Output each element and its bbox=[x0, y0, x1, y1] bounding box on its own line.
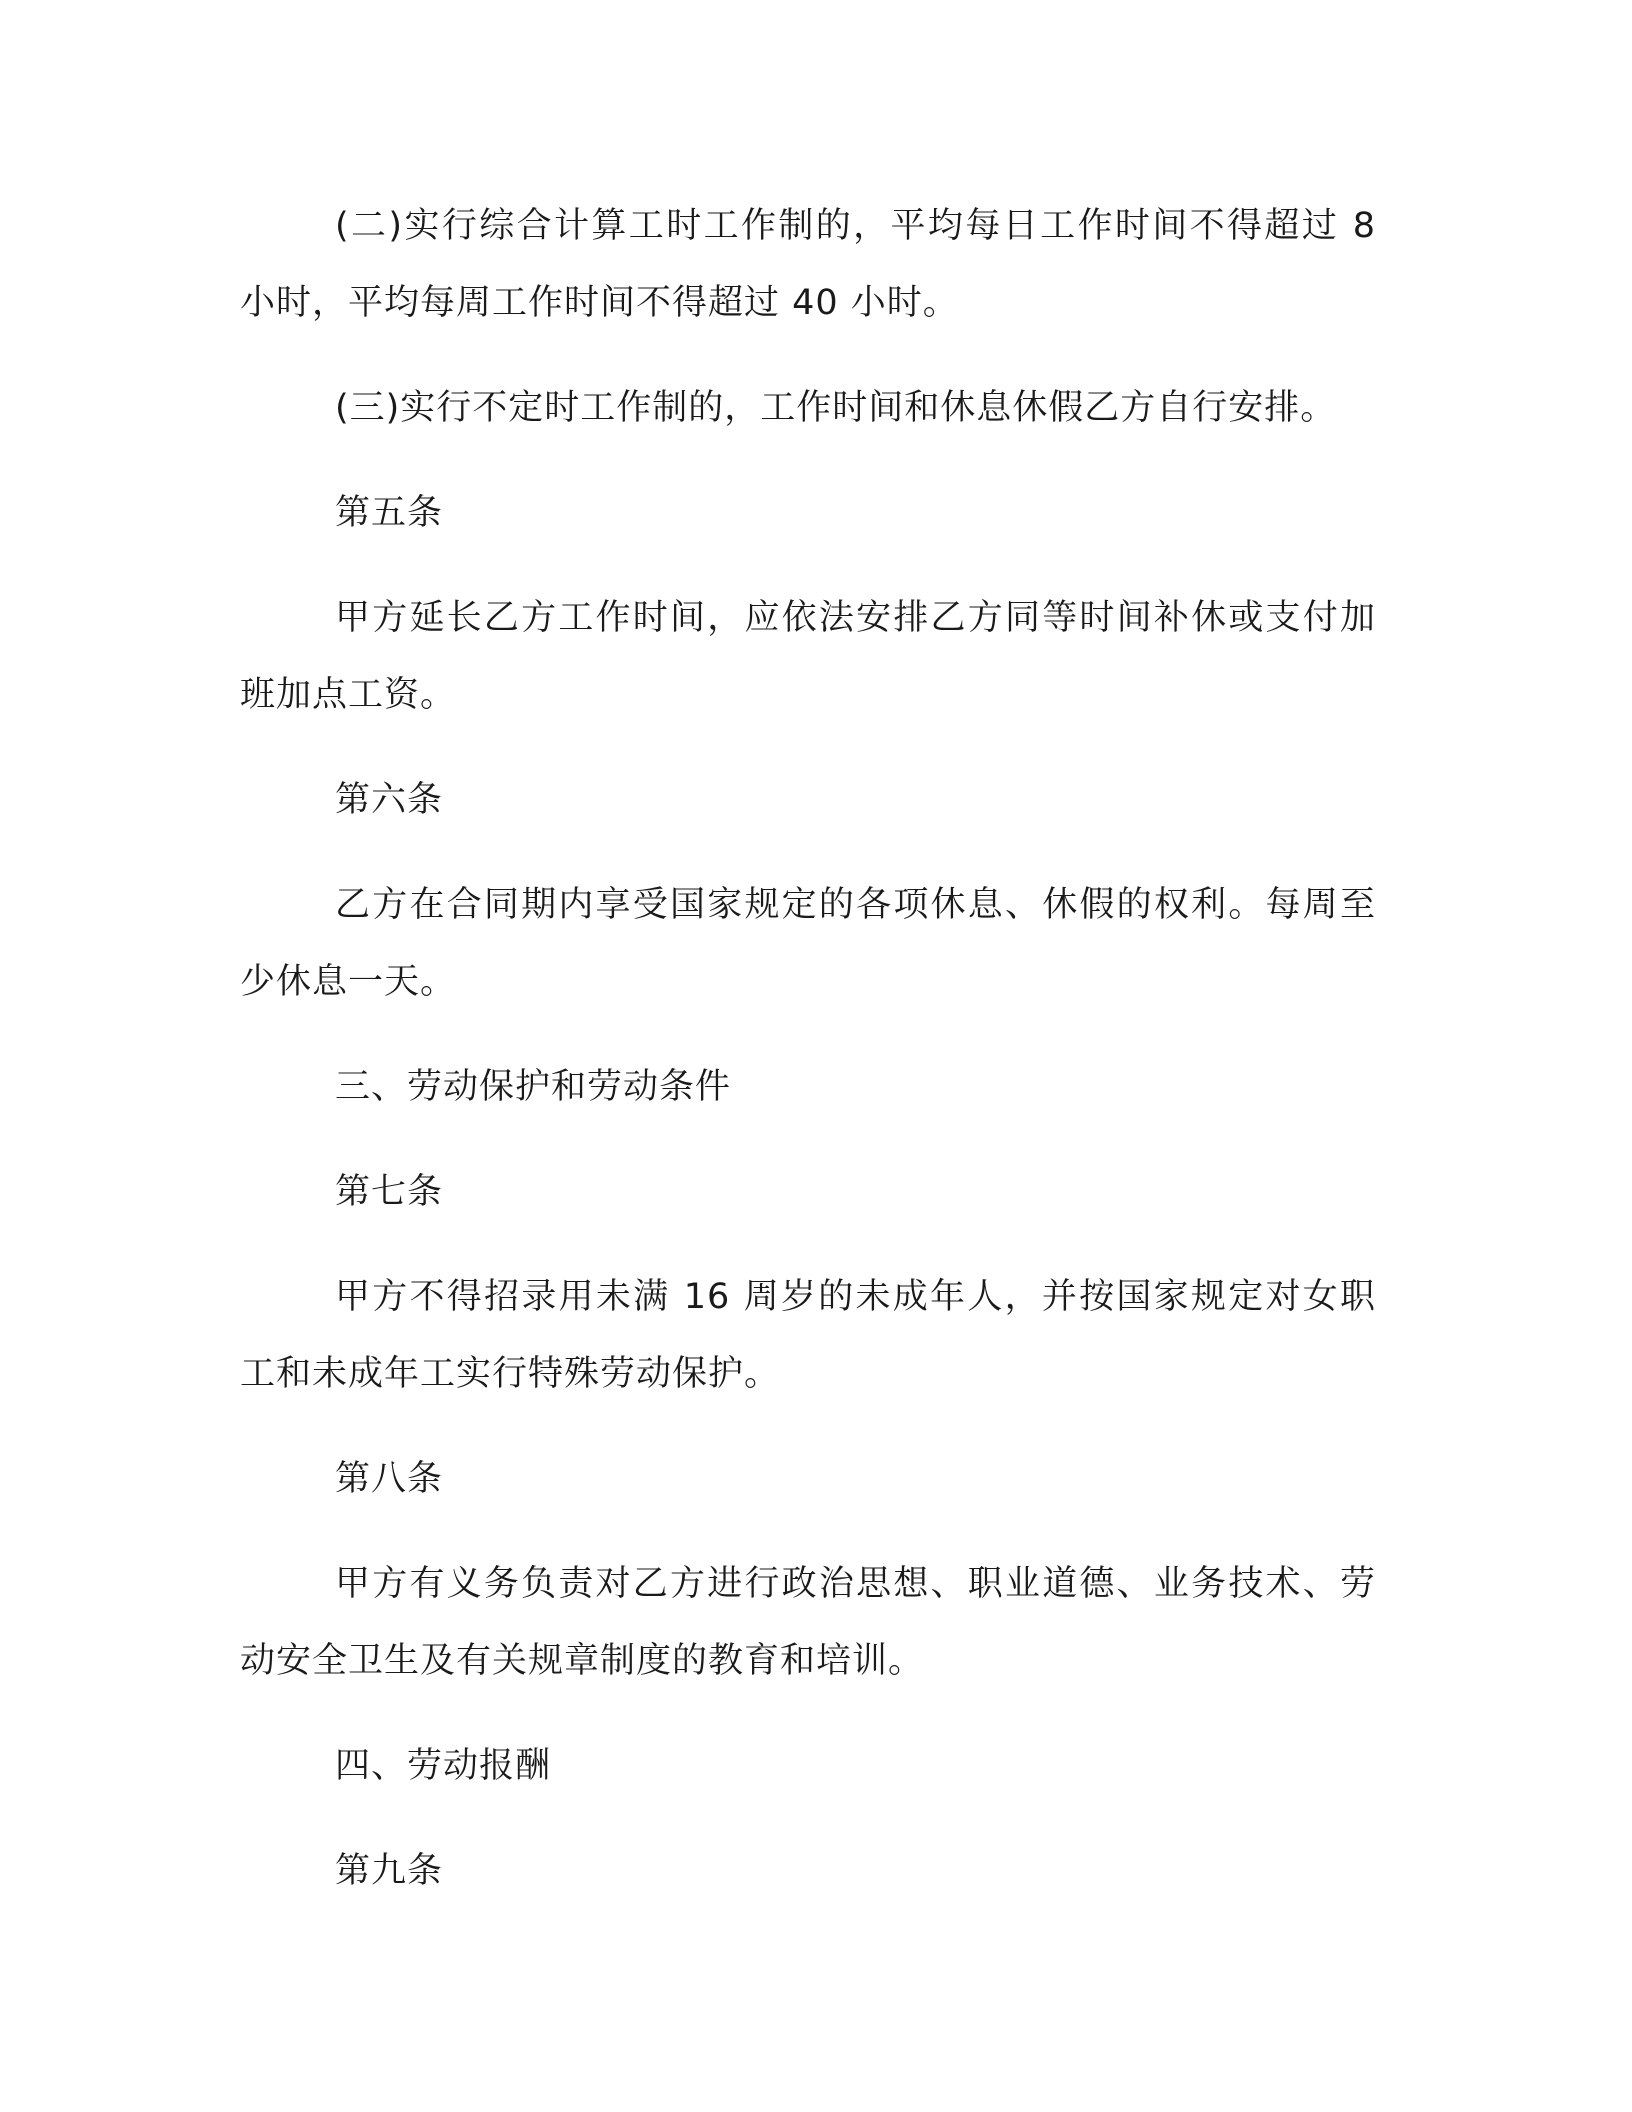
paragraph-training: 甲方有义务负责对乙方进行政治思想、职业道德、业务技术、劳动安全卫生及有关规章制度的教育和培训。 bbox=[240, 1564, 1376, 1681]
paragraph-overtime: 甲方延长乙方工作时间，应依法安排乙方同等时间补休或支付加班加点工资。 bbox=[240, 598, 1376, 715]
document-body bbox=[240, 188, 1376, 1938]
article-heading-6: 第六条 bbox=[335, 780, 444, 820]
section-heading-remuneration: 四、劳动报酬 bbox=[335, 1746, 552, 1786]
article-heading-9: 第九条 bbox=[335, 1851, 444, 1891]
paragraph-comprehensive-hours: (二)实行综合计算工时工作制的，平均每日工作时间不得超过 8 小时，平均每周工作时间不得超过 40 小时。 bbox=[240, 206, 1376, 323]
paragraph-rest-rights: 乙方在合同期内享受国家规定的各项休息、休假的权利。每周至少休息一天。 bbox=[240, 885, 1376, 1002]
section-heading-labor-protection: 三、劳动保护和劳动条件 bbox=[335, 1067, 732, 1107]
article-heading-8: 第八条 bbox=[335, 1459, 444, 1499]
paragraph-minors-protection: 甲方不得招录用未满 16 周岁的未成年人，并按国家规定对女职工和未成年工实行特殊劳动保护。 bbox=[240, 1277, 1376, 1394]
article-heading-7: 第七条 bbox=[335, 1172, 444, 1212]
paragraph-flexible-hours: (三)实行不定时工作制的，工作时间和休息休假乙方自行安排。 bbox=[335, 388, 1337, 428]
article-heading-5: 第五条 bbox=[335, 493, 444, 533]
